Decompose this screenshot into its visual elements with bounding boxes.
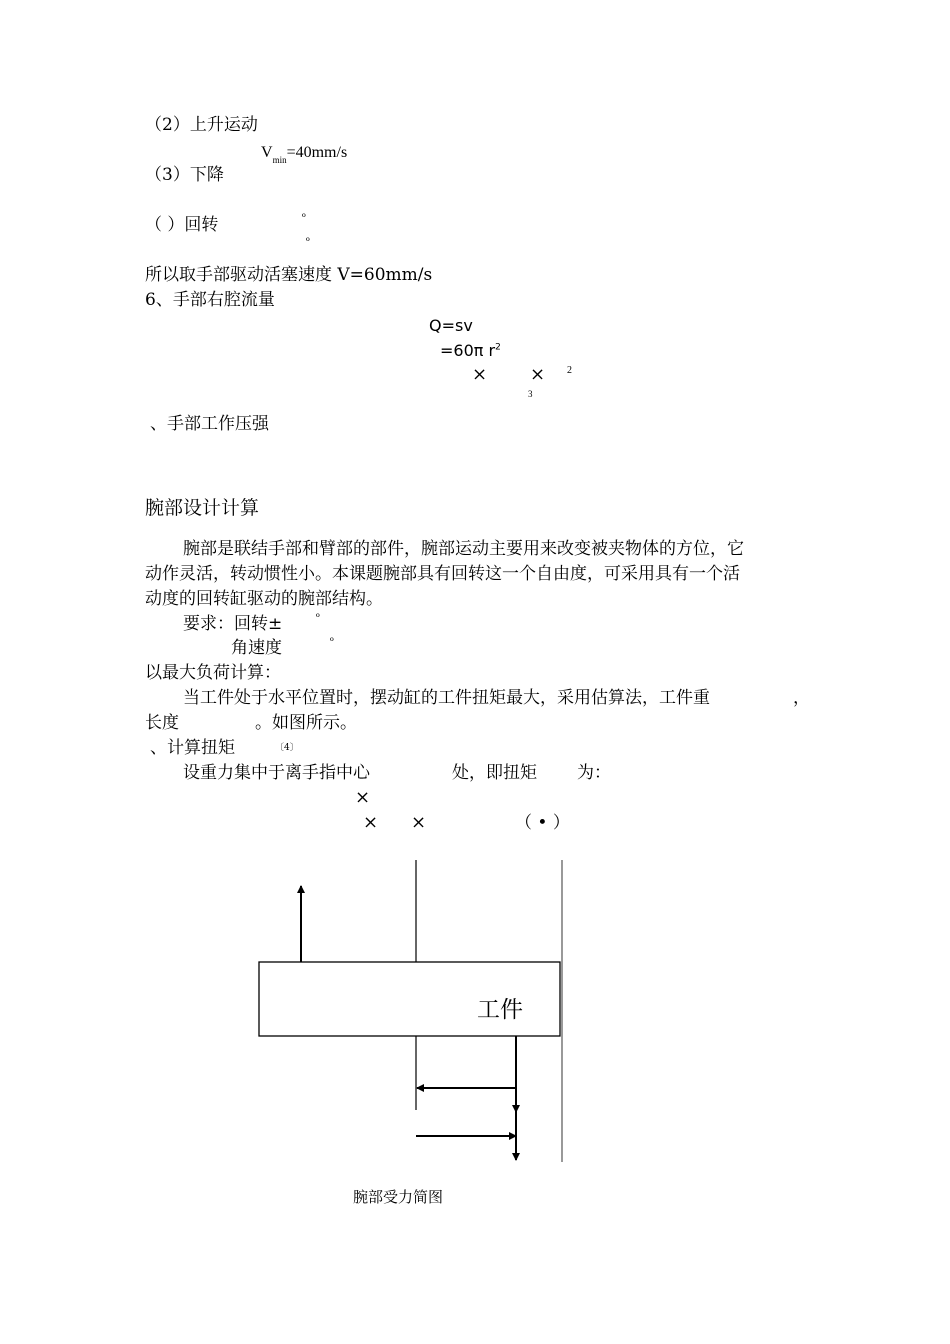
- degree-mark: º: [330, 635, 334, 649]
- section-heading-pressure: 、手部工作压强: [150, 414, 269, 434]
- figure-caption: 腕部受力简图: [353, 1188, 444, 1206]
- speed-conclusion: 所以取手部驱动活塞速度 V=60mm/s: [145, 265, 433, 285]
- requirement-angular-speed: 角速度: [231, 638, 282, 658]
- vmin-subscript: min: [272, 155, 287, 165]
- paragraph-line: 动度的回转缸驱动的腕部结构。: [145, 589, 383, 609]
- requirement-rotation: 要求：回转±: [183, 614, 283, 634]
- list-item-lift: （2）上升运动: [145, 115, 258, 135]
- gravity-line-end: 为：: [577, 763, 611, 783]
- paragraph-line: 腕部是联结手部和臂部的部件，腕部运动主要用来改变被夹物体的方位，它: [183, 539, 744, 559]
- flow-formula-area: =60π r: [440, 341, 496, 360]
- wrist-design-heading: 腕部设计计算: [145, 497, 260, 519]
- length-label: 长度: [145, 713, 179, 733]
- citation-ref: 〔4〕: [275, 743, 299, 753]
- paragraph-line: 动作灵活，转动惯性小。本课题腕部具有回转这一个自由度，可采用具有一个活: [145, 564, 740, 584]
- workpiece-label: 工件: [477, 997, 523, 1023]
- figure-reference: 。如图所示。: [255, 713, 357, 733]
- comma: ，: [793, 688, 810, 708]
- times-sign: ×: [472, 364, 488, 385]
- times-sign: ×: [355, 787, 371, 808]
- times-sign: ×: [530, 364, 546, 385]
- exponent-2: 2: [567, 365, 572, 376]
- gravity-line-middle: 处，即扭矩: [452, 763, 537, 783]
- subscript-3: 3: [528, 389, 533, 399]
- times-sign: ×: [411, 812, 427, 833]
- degree-mark: º: [316, 611, 320, 625]
- torque-unit: （ • ）: [515, 813, 570, 833]
- vmin-v: V: [261, 144, 273, 161]
- degree-mark: º: [302, 211, 306, 225]
- times-sign: ×: [363, 812, 379, 833]
- degree-mark: º: [306, 235, 310, 249]
- workpiece-line: 当工件处于水平位置时，摆动缸的工件扭矩最大，采用估算法，工件重: [183, 688, 710, 708]
- torque-heading: 、计算扭矩: [150, 738, 235, 758]
- vmin-value: =40mm/s: [286, 144, 348, 161]
- section-heading-flow: 6、手部右腔流量: [145, 290, 275, 310]
- list-item-lower: （3）下降: [145, 165, 224, 185]
- list-item-rotate: （ ）回转: [145, 215, 219, 235]
- flow-formula-line1: Q=sv: [429, 316, 473, 335]
- max-load-line: 以最大负荷计算：: [145, 663, 281, 683]
- gravity-line: 设重力集中于离手指中心: [183, 763, 370, 783]
- flow-formula-exponent: 2: [495, 342, 501, 353]
